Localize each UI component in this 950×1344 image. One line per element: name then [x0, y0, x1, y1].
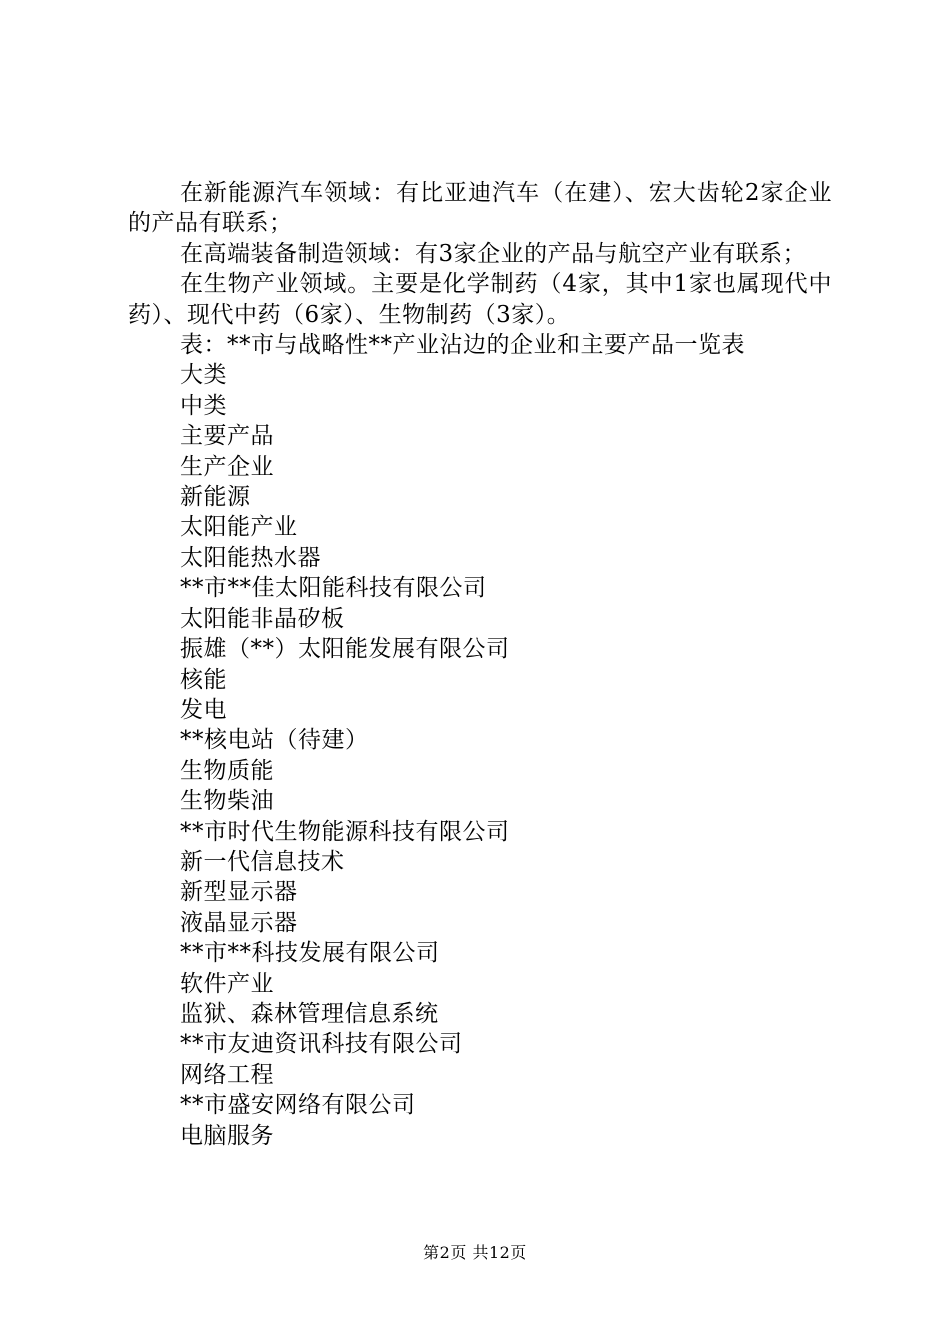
table-header-main-products: 主要产品 [180, 423, 274, 450]
table-cell: 生物柴油 [180, 788, 274, 815]
paragraph-bio-industry: 在生物产业领域。主要是化学制药（4家，其中1家也属现代中药）、现代中药（6家）、生物制药（3家）。 [128, 271, 832, 328]
table-cell: 新能源 [180, 484, 251, 511]
page-footer [0, 1243, 950, 1263]
table-cell: 软件产业 [180, 970, 274, 997]
table-header-category: 大类 [180, 362, 227, 389]
page-number-label: 第2页 共12页 [423, 1243, 527, 1262]
table-cell: 生物质能 [180, 757, 274, 784]
table-cell: 网络工程 [180, 1061, 274, 1088]
table-cell: 太阳能热水器 [180, 544, 321, 571]
table-cell: 液晶显示器 [180, 909, 298, 936]
table-cell: **市**佳太阳能科技有限公司 [180, 575, 487, 602]
paragraph-high-end-equipment: 在高端装备制造领域：有3家企业的产品与航空产业有联系； [180, 240, 807, 267]
table-cell: 新一代信息技术 [180, 848, 345, 875]
table-header-subcategory: 中类 [180, 392, 227, 419]
table-cell: **市友迪资讯科技有限公司 [180, 1031, 463, 1058]
table-cell: **市时代生物能源科技有限公司 [180, 818, 510, 845]
paragraph-new-energy-vehicles: 在新能源汽车领域：有比亚迪汽车（在建）、宏大齿轮2家企业的产品有联系； [128, 180, 832, 237]
table-cell: 新型显示器 [180, 879, 298, 906]
table-cell: **市盛安网络有限公司 [180, 1092, 416, 1119]
table-items-list [128, 360, 832, 1151]
table-cell: 核能 [180, 666, 227, 693]
table-cell: 太阳能非晶矽板 [180, 605, 345, 632]
table-header-producers: 生产企业 [180, 453, 274, 480]
table-cell: 电脑服务 [180, 1122, 274, 1149]
table-cell: 发电 [180, 696, 227, 723]
table-cell: 太阳能产业 [180, 514, 298, 541]
table-cell: **市**科技发展有限公司 [180, 940, 440, 967]
table-cell: **核电站（待建） [180, 727, 369, 754]
table-cell: 监狱、森林管理信息系统 [180, 1000, 439, 1027]
table-cell: 振雄（**）太阳能发展有限公司 [180, 636, 510, 663]
table-caption: 表：**市与战略性**产业沾边的企业和主要产品一览表 [180, 332, 745, 359]
document-body [128, 178, 832, 1151]
